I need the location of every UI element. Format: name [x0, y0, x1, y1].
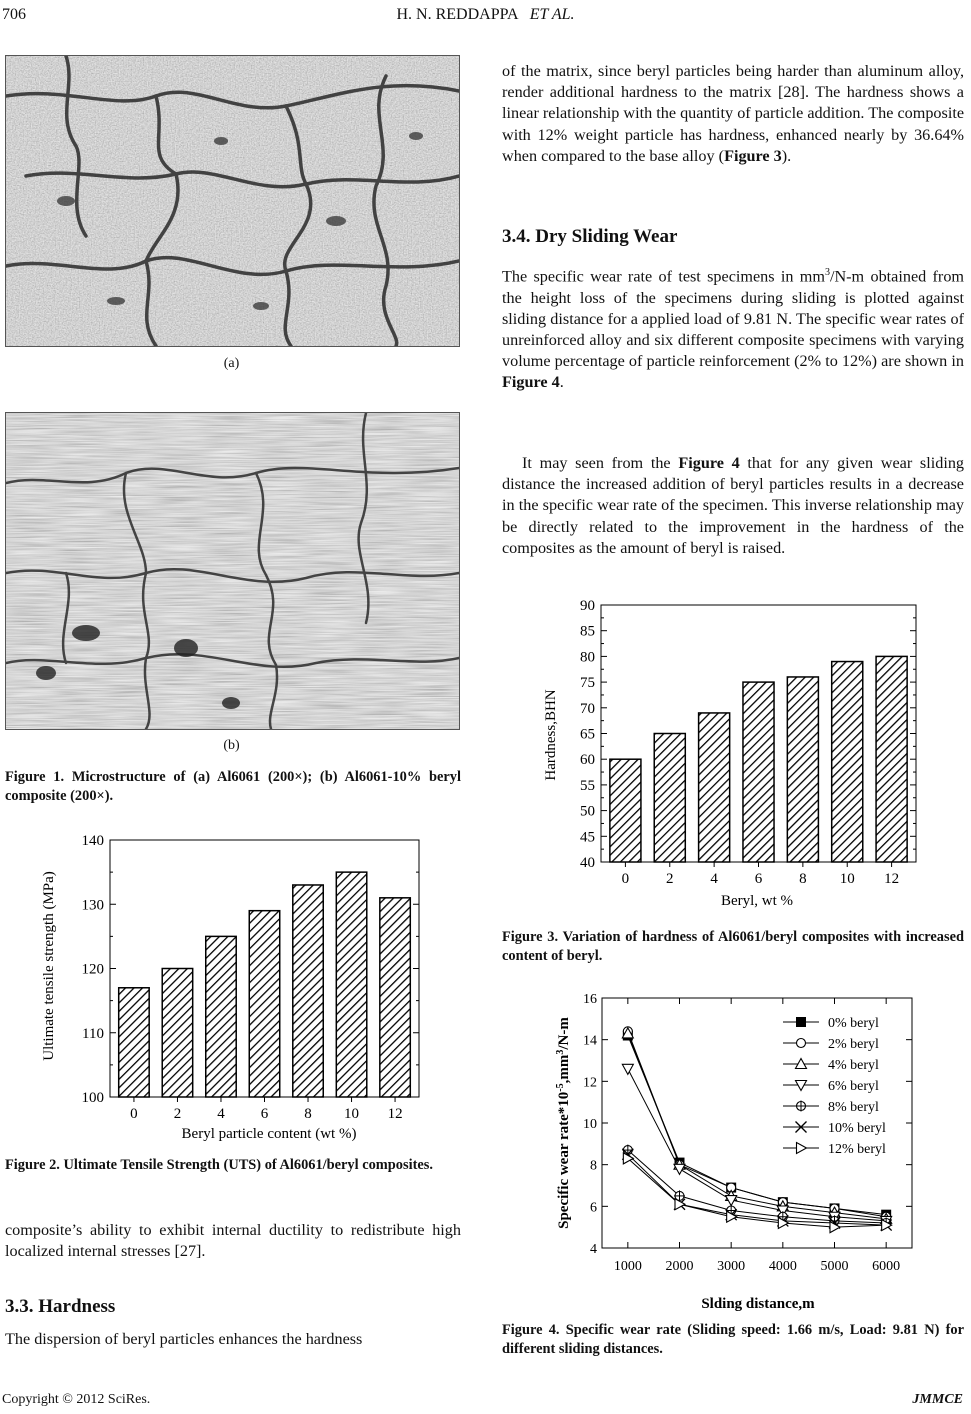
fig4-legend-marker	[796, 1101, 807, 1112]
para-hardness-start: The dispersion of beryl particles enhances the hardness	[5, 1330, 363, 1348]
fig4-ylabel-part1: Specific wear rate*10	[556, 1091, 572, 1229]
fig2-bar	[162, 969, 192, 1098]
fig4-series-line-6	[628, 1158, 886, 1227]
page-number: 706	[2, 6, 26, 23]
fig2-chart	[30, 828, 440, 1148]
fig4-xlabel: Slding distance,m	[701, 1296, 815, 1312]
running-title-etal: ET AL.	[529, 6, 575, 23]
fig4-reference-2[interactable]: Figure 4	[678, 454, 740, 472]
para-hardness-end: ).	[781, 146, 792, 165]
fig3-ytick-label: 80	[580, 649, 595, 666]
fig4-ylabel-part2: ,mm	[556, 1054, 572, 1084]
fig3-xtick-label: 6	[754, 871, 763, 887]
para-wear-1	[502, 262, 964, 394]
fig4-legend-marker	[797, 1018, 806, 1027]
fig2-xtick-label: 0	[130, 1106, 138, 1122]
fig3-bar	[743, 682, 774, 862]
fig2-ytick-label: 110	[82, 1025, 104, 1042]
fig3-ytick-label: 45	[580, 829, 595, 846]
fig4-reference-1[interactable]: Figure 4	[502, 373, 560, 392]
para-hardness-continued	[502, 61, 964, 167]
fig3-ytick-label: 70	[580, 700, 595, 717]
fig3-bar	[610, 759, 641, 862]
fig4-legend-label: 10% beryl	[828, 1121, 886, 1136]
fig3-chart	[535, 590, 935, 920]
fig3-xtick-label: 0	[621, 871, 630, 887]
fig3-ytick-label: 40	[580, 855, 595, 871]
section-hardness-heading: 3.3. Hardness	[5, 1296, 116, 1317]
fig1-label-b: (b)	[223, 738, 240, 753]
para-wear-2	[502, 453, 964, 559]
fig3-xtick-label: 2	[666, 871, 674, 887]
fig4-ytick-label: 4	[590, 1242, 597, 1257]
fig1-caption: Figure 1. Microstructure of (a) Al6061 (200×); (b) Al6061-10% beryl composite (200×).	[5, 769, 461, 804]
fig4-point-s3	[622, 1064, 633, 1074]
fig3-ytick-label: 65	[580, 726, 595, 743]
fig3-reference[interactable]: Figure 3	[724, 146, 782, 165]
fig2-bar	[380, 898, 410, 1097]
fig2-caption: Figure 2. Ultimate Tensile Strength (UTS) of Al6061/beryl composites.	[5, 1157, 433, 1173]
fig4-ytick-label: 8	[590, 1158, 597, 1174]
fig3-bar	[699, 713, 730, 862]
para-hardness-text: of the matrix, since beryl particles being harder than aluminum alloy, render additional hardness to the matrix [28]. The hardness shows a linear relationship with the quantity of particle addition. The composite with 12% weight particle has hardness, enhanced nearly by 36.64% when compared to the base alloy (	[502, 62, 964, 165]
fig4-ytick-label: 16	[583, 992, 597, 1007]
fig2-bar	[119, 988, 149, 1097]
fig4-legend-label: 8% beryl	[828, 1100, 879, 1115]
fig4-legend-label: 6% beryl	[828, 1079, 879, 1094]
fig4-ylabel-sup2: 3	[554, 1049, 566, 1055]
fig2-xtick-label: 4	[217, 1106, 225, 1122]
fig2-xtick-label: 12	[387, 1106, 403, 1122]
fig4-caption: Figure 4. Specific wear rate (Sliding speed: 1.66 m/s, Load: 9.81 N) for different sliding distances.	[502, 1322, 964, 1357]
fig3-xtick-label: 8	[799, 871, 807, 887]
fig4-legend-label: 12% beryl	[828, 1142, 886, 1157]
fig3-xtick-label: 10	[839, 871, 855, 887]
fig2-ytick-label: 140	[81, 833, 104, 849]
para-wear1-end: .	[559, 373, 564, 392]
fig4-ytick-label: 10	[583, 1117, 597, 1132]
para-wear1-superscript: 3	[824, 267, 830, 278]
fig4-xtick-label: 3000	[717, 1259, 746, 1274]
fig3-xtick-label: 12	[884, 871, 900, 887]
fig3-ytick-label: 55	[580, 777, 595, 794]
para-wear1-text-b: /N-m obtained from the height loss of the specimens during sliding is plotted against sliding distance for a applied load of 9.81 N. The specific wear rates of unreinforced alloy and six different composite specimens with varying volume percentage of particle reinforcement (2% to 12%) are shown in	[502, 267, 965, 371]
fig4-ytick-label: 6	[590, 1200, 597, 1216]
running-title	[0, 6, 971, 24]
fig2-bar	[336, 872, 366, 1097]
fig2-xtick-label: 2	[173, 1106, 182, 1122]
micrograph-b	[5, 412, 460, 730]
fig2-xlabel: Beryl particle content (wt %)	[181, 1126, 357, 1142]
fig4-series-line-4	[628, 1150, 886, 1223]
fig4-xtick-label: 2000	[665, 1259, 694, 1274]
fig4-legend-marker	[797, 1143, 807, 1154]
fig3-bar	[787, 677, 818, 862]
fig4-ytick-label: 12	[583, 1075, 597, 1091]
fig4-xtick-label: 1000	[613, 1259, 642, 1274]
fig2-bar	[249, 911, 279, 1097]
fig2-ytick-label: 130	[81, 897, 104, 914]
footer-journal: JMMCE	[912, 1392, 963, 1407]
fig4-legend-marker	[797, 1039, 806, 1048]
fig4-legend-label: 0% beryl	[828, 1016, 879, 1031]
fig4-ylabel	[555, 1017, 573, 1229]
fig2-xtick-label: 6	[260, 1106, 269, 1122]
fig2-bar	[293, 885, 323, 1097]
fig4-legend-label: 4% beryl	[828, 1058, 879, 1073]
fig2-ylabel: Ultimate tensile strength (MPa)	[41, 871, 57, 1061]
fig4-ylabel-part3: /N-m	[556, 1017, 572, 1050]
fig2-xtick-label: 10	[344, 1106, 360, 1122]
para-wear2-text: It may seen from the	[522, 454, 679, 472]
fig3-ytick-label: 90	[580, 598, 595, 614]
fig3-bar	[876, 656, 907, 862]
section-wear-heading: 3.4. Dry Sliding Wear	[502, 226, 678, 247]
footer-copyright: Copyright © 2012 SciRes.	[2, 1392, 151, 1407]
fig3-ytick-label: 60	[580, 752, 595, 769]
fig2-bar	[206, 936, 236, 1097]
fig3-caption: Figure 3. Variation of hardness of Al6061/beryl composites with increased content of beryl.	[502, 929, 964, 964]
fig1-label-a: (a)	[223, 356, 240, 371]
para-wear1-text: The specific wear rate of test specimens in mm	[502, 267, 825, 286]
fig4-xtick-label: 6000	[872, 1259, 901, 1274]
para-ductility: composite’s ability to exhibit internal ductility to redistribute high localized internal stresses [27].	[5, 1221, 461, 1261]
fig4-chart	[545, 985, 945, 1315]
para-wear2-text-b: that for any given wear sliding distance the increased addition of beryl particles results in a decrease in the specific wear rate of the specimen. This inverse relationship may be directly related to the improvement in the hardness of the composites as the amount of beryl is raised.	[502, 454, 965, 557]
fig3-ylabel: Hardness,BHN	[543, 689, 559, 781]
micrograph-a	[5, 55, 460, 347]
fig4-ylabel-sup1: -5	[554, 1083, 566, 1092]
fig2-xtick-label: 8	[304, 1106, 312, 1122]
fig3-ytick-label: 85	[580, 623, 595, 640]
fig3-ytick-label: 50	[580, 803, 595, 820]
fig3-bar	[654, 734, 685, 863]
fig4-ytick-label: 14	[583, 1033, 597, 1049]
fig3-xlabel: Beryl, wt %	[720, 893, 794, 909]
fig4-xtick-label: 4000	[768, 1259, 797, 1274]
fig3-xtick-label: 4	[710, 871, 718, 887]
fig4-xtick-label: 5000	[820, 1259, 849, 1274]
fig2-ytick-label: 100	[81, 1090, 104, 1106]
fig3-bar	[832, 662, 863, 862]
running-title-author: H. N. REDDAPPA	[396, 6, 518, 23]
fig4-legend-label: 2% beryl	[828, 1037, 879, 1052]
fig3-ytick-label: 75	[580, 675, 595, 692]
fig2-ytick-label: 120	[81, 961, 104, 978]
